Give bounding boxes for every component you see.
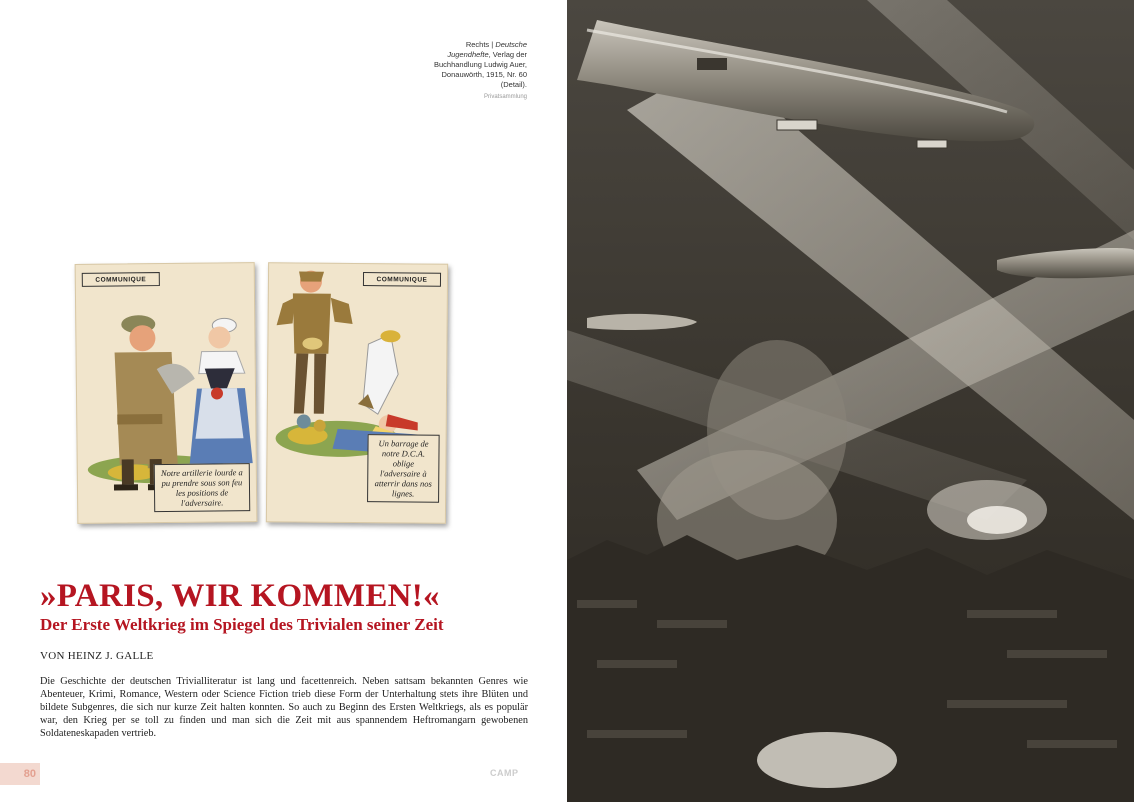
article-subtitle: Der Erste Weltkrieg im Spiegel des Trivialen seiner Zeit	[40, 615, 444, 634]
postcard-artillery-caption: Notre artillerie lourde a pu prendre sous son feu les positions de l'adversaire.	[154, 463, 250, 512]
postcard-barrage-header: COMMUNIQUE	[363, 272, 441, 287]
right-page	[567, 0, 1134, 802]
caption-title: Deutsche Jugendhefte	[447, 40, 527, 59]
article-title: »PARIS, WIR KOMMEN!«	[40, 578, 440, 614]
image-caption	[427, 40, 527, 102]
caption-rest: , Verlag der Buchhandlung Ludwig Auer, Donauwörth, 1915, Nr. 60 (Detail).	[434, 50, 527, 89]
article-intro: Die Geschichte der deutschen Trivialliteratur ist lang und facettenreich. Neben sattsam bekannten Genres wie Abenteuer, Krimi, Romance, Western oder Science Fiction trieb diese Form der Unterhaltung stets ihre Blüten und bildete Subgenres, die sich nur kurze Zeit halten konnten. So auch zu Beginn des Ersten Weltkriegs, als es populär war, den Krieg per se toll zu finden und man sich die Zeit mit aus spannendem Heftromangarn gewobenen Soldateneskapaden vertrieb.	[40, 676, 528, 739]
postcard-artillery-header: COMMUNIQUE	[82, 272, 160, 287]
caption-credit: Privatsammlung	[483, 94, 527, 100]
running-head: CAMP	[490, 768, 519, 778]
article-byline: VON HEINZ J. GALLE	[40, 650, 154, 662]
postcard-barrage-caption: Un barrage de notre D.C.A. oblige l'adversaire à atterrir dans nos lignes.	[367, 434, 440, 503]
zeppelin-night-raid-illustration	[567, 0, 1134, 802]
page-number: 80	[0, 763, 40, 785]
postcard-barrage	[266, 262, 448, 524]
caption-prefix: Rechts |	[465, 40, 496, 49]
postcard-artillery	[75, 262, 258, 524]
